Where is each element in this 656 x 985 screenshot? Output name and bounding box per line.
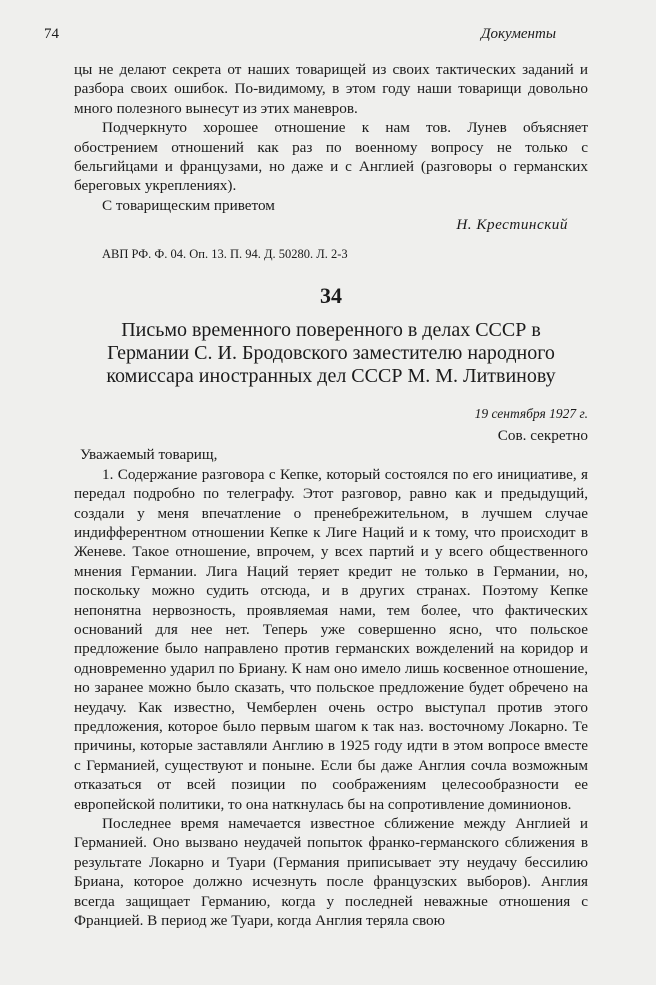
body-paragraph: Последнее время намечается известное сближение между Англией и Германией. Оно вызвано неудачей попыток франко-германского сближения в результате Локарно и Туари (Германия приписывает эту неудачу бессилию Бриана, которое должно исчезнуть после французских выборов). Англия всегда защищает Германию, когда у последней неважные отношения с Францией. В период же Туари, когда Англия теряла свою [74, 815, 588, 930]
page-header [44, 26, 556, 46]
document-title: Письмо временного поверенного в делах СССР в Германии С. И. Бродовского заместителю народного комиссара иностранных дел СССР М. М. Литвинову [106, 319, 556, 388]
previous-doc-paragraph: цы не делают секрета от наших товарищей из своих тактических заданий и разбора своих ошибок. По-видимому, в этом году наши товарищи довольно много полезного вынесут из этих маневров. [74, 61, 588, 117]
body-paragraph: 1. Содержание разговора с Кепке, который состоялся по его инициативе, я передал подробно по телеграфу. Этот разговор, равно как и предыдущий, создали у меня впечатление о пренебрежительном, в лучшем случае индифферентном отношении Кепке к Лиге Наций и к тому, что происходит в Женеве. Такое отношение, впрочем, у всех партий и у всего общественного мнения Германии. Лига Наций теряет кредит не только в Германии, но, поскольку можно судить отсюда, и в других странах. Поэтому Кепке непонятна нервозность, проявляемая нами, тем более, что фактических оснований для нее нет. Теперь уже совершенно ясно, что польское предложение было направлено против германских вожделений на коридор и одновременно ударил по Бриану. К нам оно имело лишь косвенное отношение, но заранее можно было сказать, что польское предложение будет обречено на неудачу. Как известно, Чемберлен очень остро выступал против этого предложения, которое было первым шагом к так наз. восточному Локарно. Те причины, которые заставляли Англию в 1925 году идти в этом вопросе вместе с Германией, существуют и поныне. Если бы даже Англия сочла возможным отказаться от всей позиции по соображениям целесообразности ее европейской политики, то она наткнулась бы на сопротивление доминионов. [74, 465, 588, 813]
signature: Н. Крестинский [456, 216, 568, 234]
page-number: 74 [44, 26, 59, 42]
salutation: Уважаемый товарищ, [80, 446, 218, 464]
document-number: 34 [320, 283, 342, 309]
page-content [74, 60, 588, 930]
archive-reference: АВП РФ. Ф. 04. Оп. 13. П. 94. Д. 50280. Л. 2-3 [102, 246, 348, 261]
classification-stamp: Сов. секретно [497, 426, 588, 444]
letter-closing: С товарищеским приветом [102, 196, 275, 214]
previous-doc-paragraph: Подчеркнуто хорошее отношение к нам тов. Лунев объясняет обострением отношений как раз по военному вопросу не только с бельгийцами и французами, но даже и с Англией (разговоры о германских береговых укреплениях). [74, 119, 588, 195]
running-section-title: Документы [480, 26, 556, 42]
document-date: 19 сентября 1927 г. [474, 406, 588, 422]
